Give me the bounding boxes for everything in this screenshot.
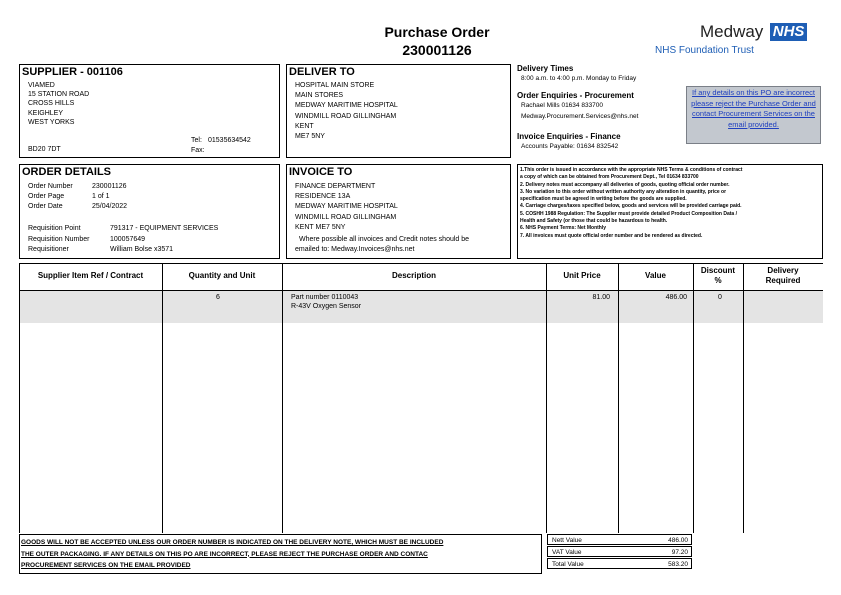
terms-line: 5. COSHH 1988 Regulation: The Supplier must provide detailed Product Composition Data / (520, 210, 737, 217)
col-header-value: Value (645, 271, 666, 280)
address-line: MEDWAY MARITIME HOSPITAL (295, 203, 398, 211)
invoice-enquiries-heading: Invoice Enquiries - Finance (517, 132, 621, 141)
footer-line: THE OUTER PACKAGING. IF ANY DETAILS ON THIS PO ARE INCORRECT, PLEASE REJECT THE PURCHASE ORDER AND CONTAC (21, 550, 428, 558)
deliver-to-box (286, 64, 511, 158)
row-discount: 0 (718, 294, 722, 301)
terms-line: 3. No variation to this order without written authority any alteration in quantity, price or (520, 188, 727, 195)
order-page-value: 1 of 1 (92, 193, 110, 200)
net-value-amount: 486.00 (668, 537, 688, 544)
order-number-value: 230001126 (92, 183, 127, 190)
terms-list (520, 167, 820, 240)
col-header-delivery-sublabel: Required (765, 276, 801, 285)
column-divider (693, 263, 694, 533)
address-line: KENT (295, 122, 314, 130)
supplier-address (28, 81, 89, 127)
terms-line: specification must be agreed in writing before the goods are supplied. (520, 196, 687, 203)
invoice-to-box (286, 164, 511, 259)
req-point-value: 791317 - EQUIPMENT SERVICES (110, 225, 219, 232)
col-header-quantity: Quantity and Unit (188, 271, 256, 280)
org-logo (700, 22, 807, 42)
order-enquiries-heading: Order Enquiries - Procurement (517, 91, 634, 100)
address-line: RESIDENCE 13A (295, 193, 351, 201)
col-header-discount-unit: % (714, 276, 722, 285)
column-divider (546, 263, 547, 533)
supplier-box (19, 64, 280, 158)
terms-line: 2. Delivery notes must accompany all deliveries of goods, quoting official order number. (520, 181, 730, 188)
terms-box (517, 164, 823, 259)
address-line: MAIN STORES (295, 92, 344, 100)
column-divider (19, 263, 20, 533)
req-point-label: Requisition Point (28, 225, 81, 232)
col-header-delivery (743, 266, 823, 286)
row-value: 486.00 (665, 294, 687, 301)
column-divider (282, 263, 283, 533)
supplier-heading: SUPPLIER - 001106 (22, 66, 123, 78)
col-header-unit-price: Unit Price (563, 271, 601, 280)
tel-label: Tel: (191, 137, 202, 144)
terms-line: a copy of which can be obtained from Procurement Dept., Tel 01634 833700 (520, 174, 699, 181)
col-header-discount (693, 266, 743, 286)
invoice-enquiries-contact: Accounts Payable: 01634 832542 (521, 143, 619, 150)
net-value-label: Nett Value (552, 537, 582, 544)
net-value-row (547, 534, 692, 545)
row-description-line2: R-43V Oxygen Sensor (291, 303, 362, 310)
total-value-row (547, 558, 692, 569)
org-subtitle: NHS Foundation Trust (655, 45, 754, 56)
order-date-label: Order Date (28, 203, 63, 210)
terms-line: 6. NHS Payment Terms: Net Monthly (520, 225, 607, 232)
address-line: 15 STATION ROAD (28, 91, 90, 99)
po-number: 230001126 (402, 42, 472, 58)
document-title: Purchase Order (384, 24, 490, 40)
address-line: WEST YORKS (28, 118, 75, 126)
address-line: KENT ME7 5NY (295, 223, 346, 231)
order-details-heading: ORDER DETAILS (22, 166, 112, 178)
supplier-postcode: BD20 7DT (28, 146, 61, 153)
deliver-to-address (295, 81, 398, 142)
invoice-to-heading: INVOICE TO (289, 166, 353, 178)
address-line: KEIGHLEY (28, 109, 64, 117)
table-top-border (19, 263, 823, 264)
invoice-note-line2: emailed to: Medway.Invoices@nhs.net (295, 246, 415, 253)
footer-line: PROCUREMENT SERVICES ON THE EMAIL PROVIDED (21, 562, 191, 569)
requisitioner-value: William Bolse x3571 (110, 246, 174, 253)
address-line: HOSPITAL MAIN STORE (295, 82, 375, 89)
footer-line: GOODS WILL NOT BE ACCEPTED UNLESS OUR ORDER NUMBER IS INDICATED ON THE DELIVERY NOTE, WHICH MUST BE INCLUDED (21, 539, 444, 546)
address-line: FINANCE DEPARTMENT (295, 183, 376, 190)
address-line: WINDMILL ROAD GILLINGHAM (295, 112, 397, 120)
terms-line: 1.This order is issued in accordance with the appropriate NHS Terms & conditions of contract (520, 167, 743, 173)
invoice-to-address (295, 182, 398, 233)
fax-label: Fax: (191, 147, 205, 154)
deliver-to-heading: DELIVER TO (289, 66, 355, 78)
col-header-supplier-ref: Supplier Item Ref / Contract (37, 271, 144, 280)
delivery-times-heading: Delivery Times (517, 64, 574, 73)
terms-line: Health and Safety (or those that could be hazardous to health. (520, 218, 668, 225)
address-line: WINDMILL ROAD GILLINGHAM (295, 213, 397, 221)
address-line: MEDWAY MARITIME HOSPITAL (295, 102, 398, 110)
address-line: VIAMED (28, 82, 55, 89)
total-value-amount: 583.20 (668, 561, 688, 568)
requisitioner-label: Requisitioner (28, 246, 69, 253)
vat-value-label: VAT Value (552, 549, 582, 556)
row-quantity: 6 (216, 294, 220, 301)
nhs-badge: NHS (770, 23, 808, 41)
order-enquiries-email: Medway.Procurement.Services@nhs.net (521, 113, 639, 120)
footer-notice-text (21, 537, 443, 572)
org-name: Medway (700, 22, 764, 41)
footer-notice-box (19, 534, 542, 574)
column-divider (743, 263, 744, 533)
total-value-label: Total Value (552, 561, 584, 568)
po-notice-box[interactable]: If any details on this PO are incorrect please reject the Purchase Order and contact Procurement Services on the email provided. (686, 86, 821, 144)
terms-line: 7. All invoices must quote official order number and be rendered as directed. (520, 232, 703, 239)
vat-value-amount: 97.20 (671, 549, 688, 556)
row-unit-price: 81.00 (592, 294, 610, 301)
col-header-delivery-label: Delivery (767, 266, 799, 275)
order-enquiries-contact: Rachael Mills 01634 833700 (521, 102, 604, 109)
order-number-label: Order Number (28, 183, 73, 190)
vat-value-row (547, 546, 692, 557)
table-row-highlight (19, 291, 823, 323)
terms-line: 4. Carriage charges/taxes specified below, goods and services will be provided carriage paid. (520, 203, 742, 210)
column-divider (162, 263, 163, 533)
req-number-value: 100057649 (110, 236, 146, 243)
col-header-discount-label: Discount (700, 266, 736, 275)
address-line: ME7 5NY (295, 133, 325, 141)
req-number-label: Requisition Number (28, 236, 90, 243)
col-header-description: Description (391, 271, 436, 280)
delivery-times-text: 8:00 a.m. to 4:00 p.m. Monday to Friday (521, 75, 637, 82)
address-line: CROSS HILLS (28, 100, 75, 108)
column-divider (618, 263, 619, 533)
order-date-value: 25/04/2022 (92, 203, 128, 210)
order-details-box (19, 164, 280, 259)
invoice-note-line1: Where possible all invoices and Credit notes should be (299, 236, 470, 243)
order-page-label: Order Page (28, 193, 65, 200)
supplier-tel: 01535634542 (208, 137, 251, 144)
row-description-line1: Part number 0110043 (291, 294, 359, 301)
